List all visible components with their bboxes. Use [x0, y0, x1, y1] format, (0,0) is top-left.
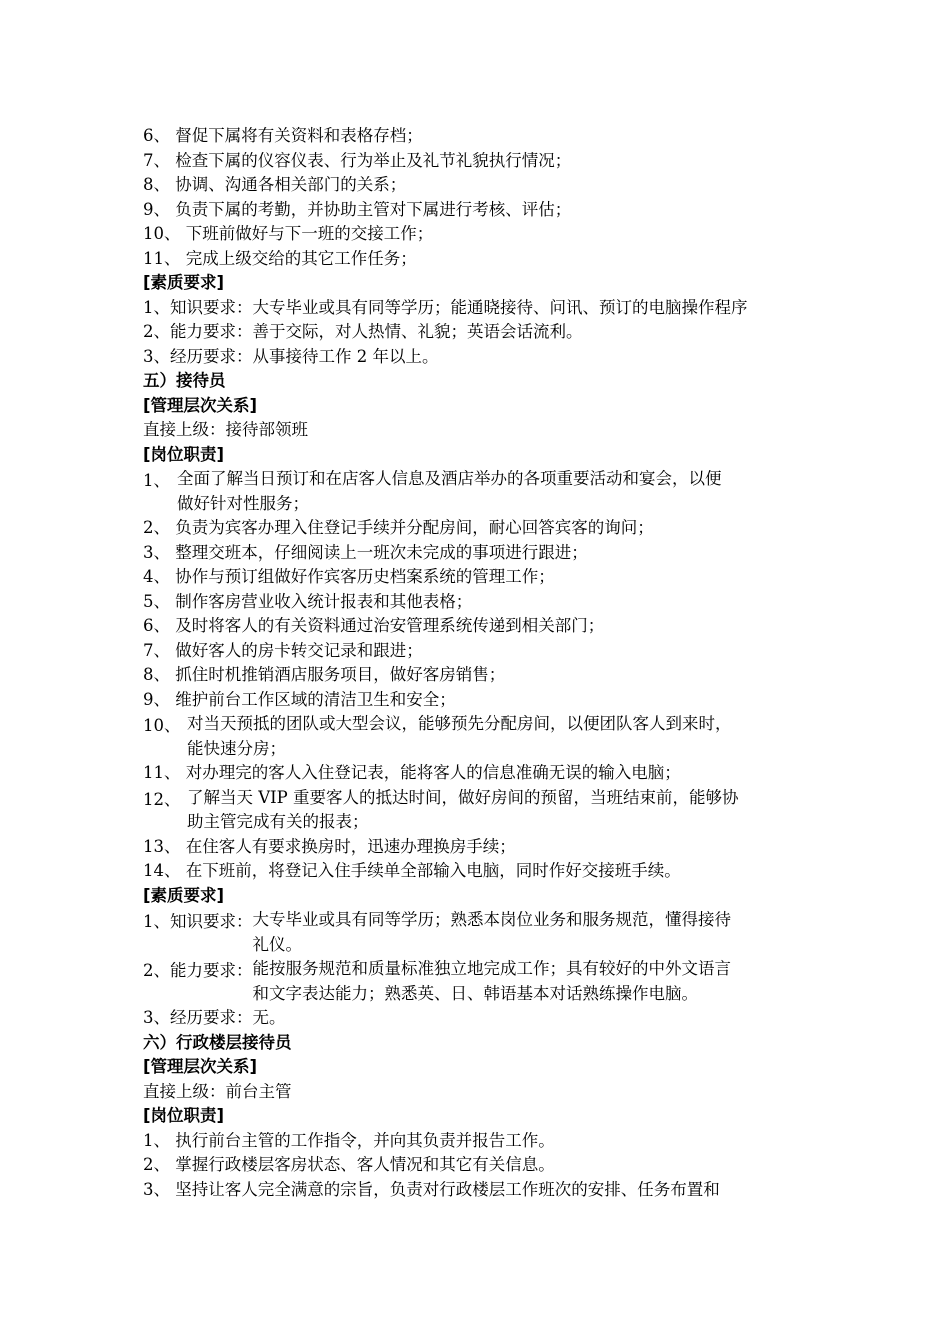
requirement-text: 能按服务规范和质量标准独立地完成工作；具有较好的中外文语言	[252, 959, 731, 978]
requirement-item: 3、经历要求：无。	[143, 1008, 286, 1027]
duty-item: 10、 下班前做好与下一班的交接工作；	[143, 224, 434, 243]
requirement-item	[143, 908, 850, 957]
item-number: 10、	[143, 716, 181, 735]
duty-item: 8、 抓住时机推销酒店服务项目，做好客房销售；	[143, 665, 506, 684]
requirement-item: 2、能力要求：善于交际，对人热情、礼貌；英语会话流利。	[143, 322, 583, 341]
duty-item: 2、 负责为宾客办理入住登记手续并分配房间，耐心回答宾客的询问；	[143, 518, 654, 537]
requirement-item	[143, 957, 850, 1006]
item-text: 做好针对性服务；	[177, 493, 309, 513]
supervisor-line: 直接上级：接待部领班	[143, 420, 308, 439]
section-heading: [管理层次关系]	[143, 395, 258, 415]
requirement-text: 礼仪。	[252, 934, 302, 954]
duty-item: 6、 督促下属将有关资料和表格存档；	[143, 126, 423, 145]
duty-item: 2、 掌握行政楼层客房状态、客人情况和其它有关信息。	[143, 1155, 555, 1174]
section-heading: [岗位职责]	[143, 444, 225, 464]
duty-item: 11、 完成上级交给的其它工作任务；	[143, 248, 417, 268]
requirement-text: 大专毕业或具有同等学历；熟悉本岗位业务和服务规范，懂得接待	[252, 910, 731, 929]
duty-item: 7、 做好客人的房卡转交记录和跟进；	[143, 640, 423, 660]
duty-item: 1、 执行前台主管的工作指令，并向其负责并报告工作。	[143, 1130, 555, 1150]
item-text: 全面了解当日预订和在店客人信息及酒店举办的各项重要活动和宴会，以便	[177, 469, 722, 488]
requirement-label: 1、知识要求：	[143, 912, 253, 931]
duty-item: 3、 坚持让客人完全满意的宗旨，负责对行政楼层工作班次的安排、任务布置和	[143, 1179, 720, 1199]
section-heading: [素质要求]	[143, 273, 225, 292]
duty-item: 8、 协调、沟通各相关部门的关系；	[143, 175, 407, 194]
item-text: 助主管完成有关的报表；	[187, 812, 369, 831]
requirement-text: 和文字表达能力；熟悉英、日、韩语基本对话熟练操作电脑。	[252, 983, 698, 1003]
duty-item: 6、 及时将客人的有关资料通过治安管理系统传递到相关部门；	[143, 616, 605, 635]
section-heading: [素质要求]	[143, 885, 225, 905]
duty-item: 9、 维护前台工作区域的清洁卫生和安全；	[143, 689, 456, 709]
duty-item: 3、 整理交班本，仔细阅读上一班次未完成的事项进行跟进；	[143, 542, 588, 562]
item-number: 12、	[143, 789, 181, 809]
item-text: 了解当天 VIP 重要客人的抵达时间，做好房间的预留，当班结束前，能够协	[187, 787, 739, 807]
section-heading: [管理层次关系]	[143, 1057, 258, 1076]
position-title: 五）接待员	[143, 371, 226, 390]
requirement-item: 1、知识要求：大专毕业或具有同等学历；能通晓接待、问讯、预订的电脑操作程序	[143, 297, 748, 317]
duty-item	[143, 712, 850, 761]
duty-item	[143, 786, 850, 835]
duty-item: 9、 负责下属的考勤，并协助主管对下属进行考核、评估；	[143, 199, 572, 219]
duty-item: 4、 协作与预订组做好作宾客历史档案系统的管理工作；	[143, 567, 555, 586]
duty-item	[143, 467, 850, 516]
duty-item: 11、 对办理完的客人入住登记表，能将客人的信息准确无误的输入电脑；	[143, 763, 681, 782]
duty-item: 14、 在下班前，将登记入住手续单全部输入电脑，同时作好交接班手续。	[143, 861, 681, 880]
duty-item: 7、 检查下属的仪容仪表、行为举止及礼节礼貌执行情况；	[143, 150, 572, 170]
requirement-label: 2、能力要求：	[143, 961, 253, 980]
item-text: 能快速分房；	[187, 738, 286, 758]
requirement-item: 3、经历要求：从事接待工作 2 年以上。	[143, 346, 439, 366]
section-heading: [岗位职责]	[143, 1106, 225, 1125]
item-text: 对当天预抵的团队或大型会议，能够预先分配房间，以便团队客人到来时，	[187, 714, 732, 733]
duty-item: 5、 制作客房营业收入统计报表和其他表格；	[143, 591, 473, 611]
duty-item: 13、 在住客人有要求换房时，迅速办理换房手续；	[143, 836, 516, 856]
position-title: 六）行政楼层接待员	[143, 1032, 292, 1052]
item-number: 1、	[143, 471, 170, 490]
supervisor-line: 直接上级：前台主管	[143, 1081, 292, 1101]
